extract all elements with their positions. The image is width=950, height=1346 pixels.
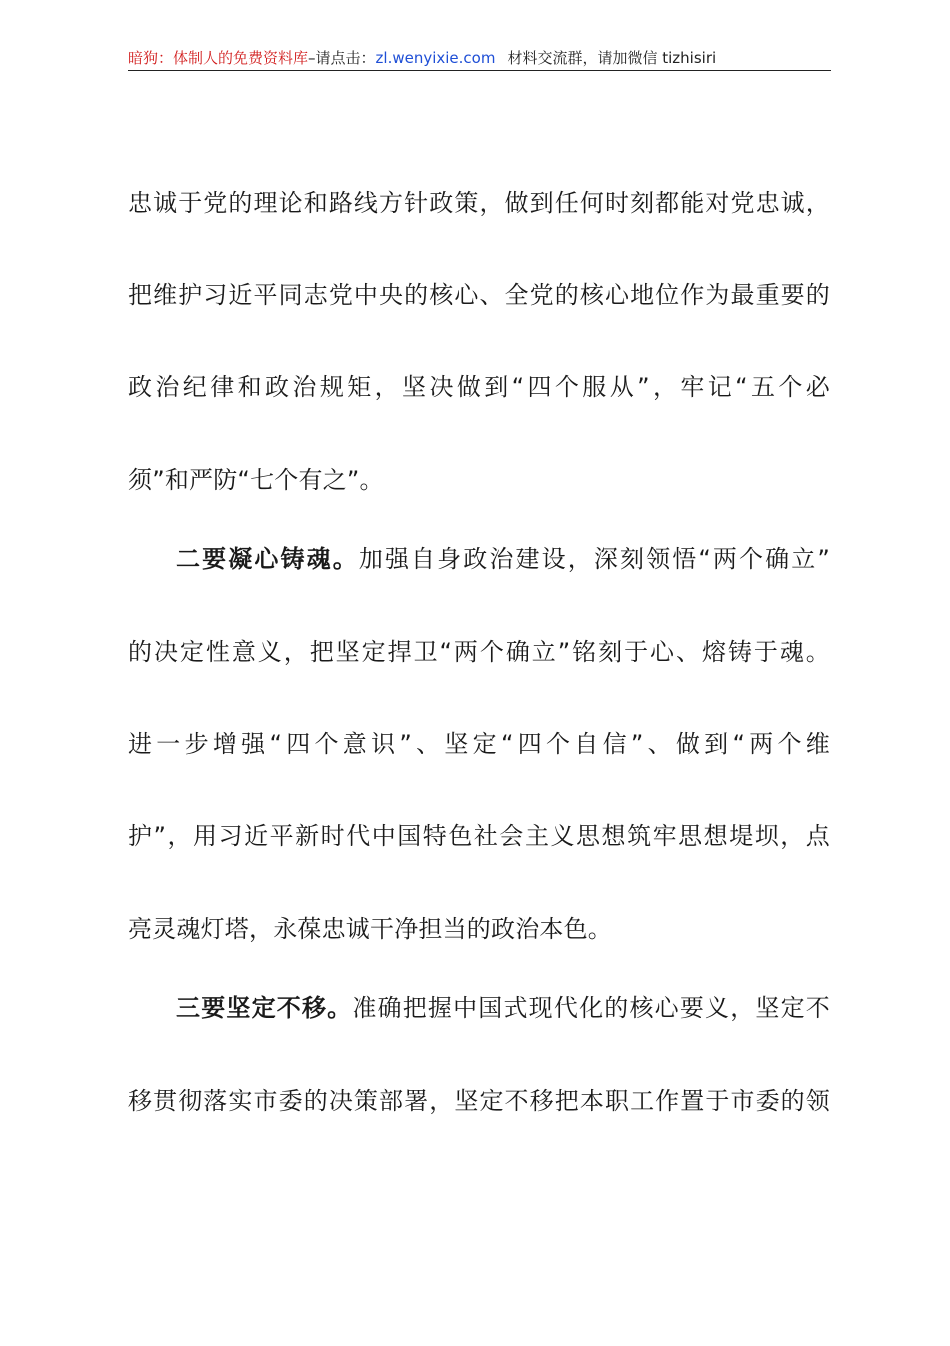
p3-line-1 (128, 991, 830, 1025)
p1-line-3: 政治纪律和政治规矩，坚决做到“四个服从”，牢记“五个必 (128, 373, 830, 401)
p2-line-5: 亮灵魂灯塔，永葆忠诚干净担当的政治本色。 (128, 915, 612, 943)
p3-first-text: 准确把握中国式现代化的核心要义，坚定不 (352, 994, 830, 1022)
header-contact: 材料交流群，请加微信 tizhisiri (507, 49, 717, 67)
header-brand: 暗狗：体制人的免费资料库 (128, 49, 309, 67)
p2-line-3: 进一步增强“四个意识”、坚定“四个自信”、做到“两个维 (128, 730, 830, 758)
p2-line-2: 的决定性意义，把坚定捍卫“两个确立”铭刻于心、熔铸于魂。 (128, 638, 830, 666)
p3-heading: 三要坚定不移。 (176, 994, 353, 1022)
p2-heading: 二要凝心铸魂。 (176, 545, 359, 573)
p1-line-1: 忠诚于党的理论和路线方针政策，做到任何时刻都能对党忠诚， (128, 189, 830, 217)
p1-line-2: 把维护习近平同志党中央的核心、全党的核心地位作为最重要的 (128, 281, 830, 309)
p2-line-1 (128, 542, 830, 576)
p2-first-text: 加强自身政治建设，深刻领悟“两个确立” (358, 545, 830, 573)
page-header (128, 46, 831, 71)
header-separator: –请点击： (308, 49, 376, 67)
p3-line-2: 移贯彻落实市委的决策部署，坚定不移把本职工作置于市委的领 (128, 1087, 830, 1115)
p1-line-4: 须”和严防“七个有之”。 (128, 466, 384, 494)
header-url-link[interactable]: zl.wenyixie.com (375, 49, 496, 67)
p2-line-4: 护”，用习近平新时代中国特色社会主义思想筑牢思想堤坝，点 (128, 822, 830, 850)
